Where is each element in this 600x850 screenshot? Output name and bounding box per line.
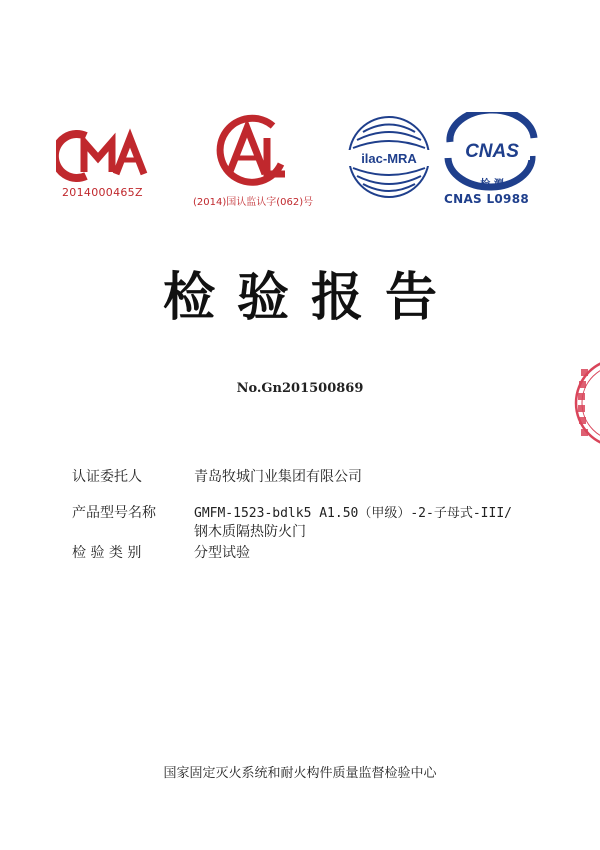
cma-logo — [56, 128, 156, 208]
cnas-emblem-icon — [436, 112, 546, 192]
cnas-emblem-text: CNAS — [465, 141, 519, 162]
seal-icon — [560, 355, 600, 450]
cnas-sub-text: 检 测 — [480, 179, 504, 190]
cal-logo — [185, 112, 315, 212]
ilac-emblem-text: ilac-MRA — [361, 151, 417, 166]
cal-code: (2014)国认监认字(062)号 — [193, 197, 314, 208]
model-value-line2: 钢木质隔热防火门 — [194, 524, 306, 540]
report-title: 检验报告 — [162, 268, 459, 328]
ilac-mra-logo — [343, 112, 435, 202]
report-number: No.Gn201500869 — [236, 381, 364, 396]
model-value-line1: GMFM-1523-bdlk5 A1.50（甲级）-2-子母式-III/ — [194, 506, 512, 521]
ilac-mra-globe-icon — [343, 112, 435, 202]
model-label: 产品型号名称 — [72, 505, 156, 521]
cal-emblem-icon — [185, 112, 315, 192]
cnas-logo — [436, 112, 546, 212]
issuing-organization: 国家固定灭火系统和耐火构件质量监督检验中心 — [163, 766, 437, 781]
cnas-code: CNAS L0988 — [444, 192, 530, 206]
cma-emblem-icon — [56, 128, 156, 184]
official-seal-stamp — [560, 355, 600, 450]
category-value: 分型试验 — [194, 545, 250, 561]
client-label: 认证委托人 — [72, 469, 142, 485]
cma-code: 2014000465Z — [62, 186, 143, 199]
client-value: 青岛牧城门业集团有限公司 — [194, 469, 362, 485]
category-label: 检 验 类 别 — [72, 545, 142, 561]
